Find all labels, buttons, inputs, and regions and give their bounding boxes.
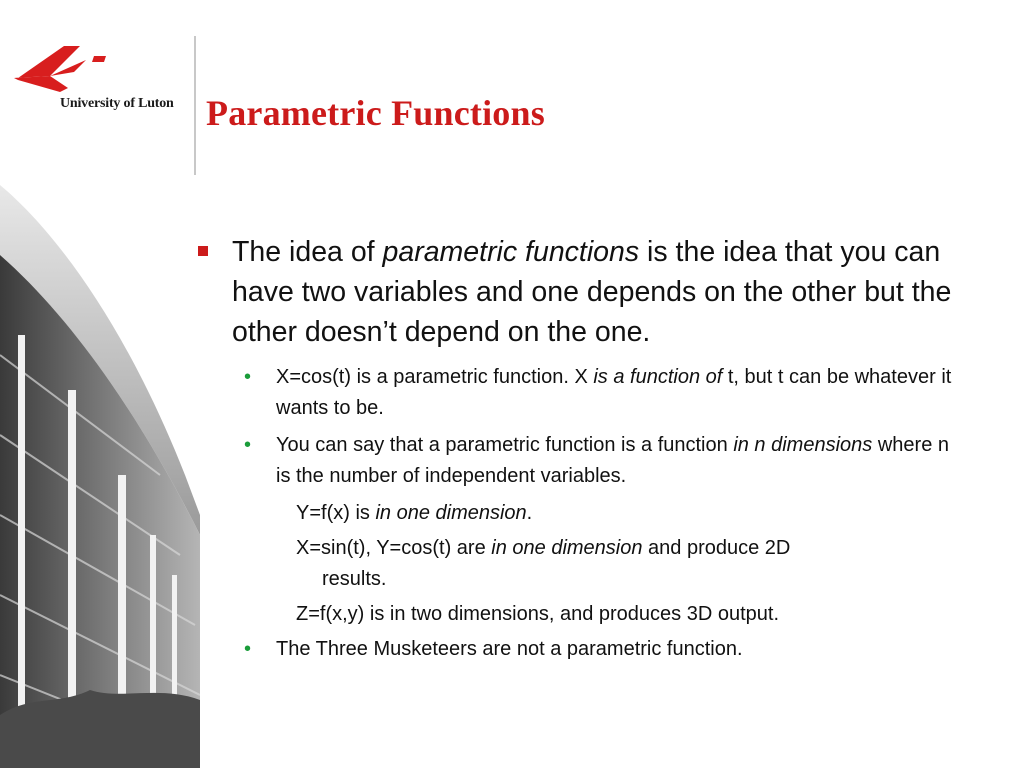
dot-bullet-icon: • xyxy=(244,434,252,456)
example-line-2 xyxy=(196,533,986,595)
sub1-text-2: t, but t can be whatever it wants to be. xyxy=(276,366,952,419)
bullet-main xyxy=(196,232,986,352)
ex2-text-1: X=sin(t), Y=cos(t) are xyxy=(296,537,492,559)
main-text-emphasis: parametric functions xyxy=(382,236,640,268)
slide-title: Parametric Functions xyxy=(206,93,545,133)
example-line-3 xyxy=(196,599,986,630)
building-photo xyxy=(0,175,200,768)
square-bullet-icon xyxy=(198,246,208,256)
logo-wordmark: University of Luton xyxy=(60,96,174,111)
main-text-1: The idea of xyxy=(232,236,383,268)
ex2-text-wrap: results. xyxy=(322,568,387,590)
ex2-emphasis: in one dimension xyxy=(491,537,643,559)
ex3-text: Z=f(x,y) is in two dimensions, and produces 3D output. xyxy=(296,603,780,625)
bullet-sub-3 xyxy=(196,634,966,665)
header-divider xyxy=(194,36,196,178)
ex1-emphasis: in one dimension xyxy=(375,502,527,524)
example-line-1 xyxy=(196,498,986,529)
ex1-text-2: . xyxy=(526,502,533,524)
slide-body xyxy=(196,232,986,671)
ex1-text-1: Y=f(x) is xyxy=(296,502,376,524)
sub2-text-1: You can say that a parametric function is a function xyxy=(276,434,734,456)
bullet-sub-1 xyxy=(196,362,966,424)
sub1-emphasis: is a function of xyxy=(593,366,723,388)
sub2-emphasis: in n dimensions xyxy=(733,434,873,456)
ex2-text-2: and produce 2D xyxy=(642,537,791,559)
bullet-sub-2 xyxy=(196,430,966,492)
sub2-text-2: where n is the number of independent variables. xyxy=(276,434,949,487)
dot-bullet-icon: • xyxy=(244,366,252,388)
sub1-text-1: X=cos(t) is a parametric function. X xyxy=(276,366,594,388)
main-text-2: is the idea that you can have two variables and one depends on the other but the other doesn’t depend on the one. xyxy=(232,236,952,348)
sub3-text: The Three Musketeers are not a parametric function. xyxy=(276,638,743,660)
dot-bullet-icon: • xyxy=(244,638,252,660)
